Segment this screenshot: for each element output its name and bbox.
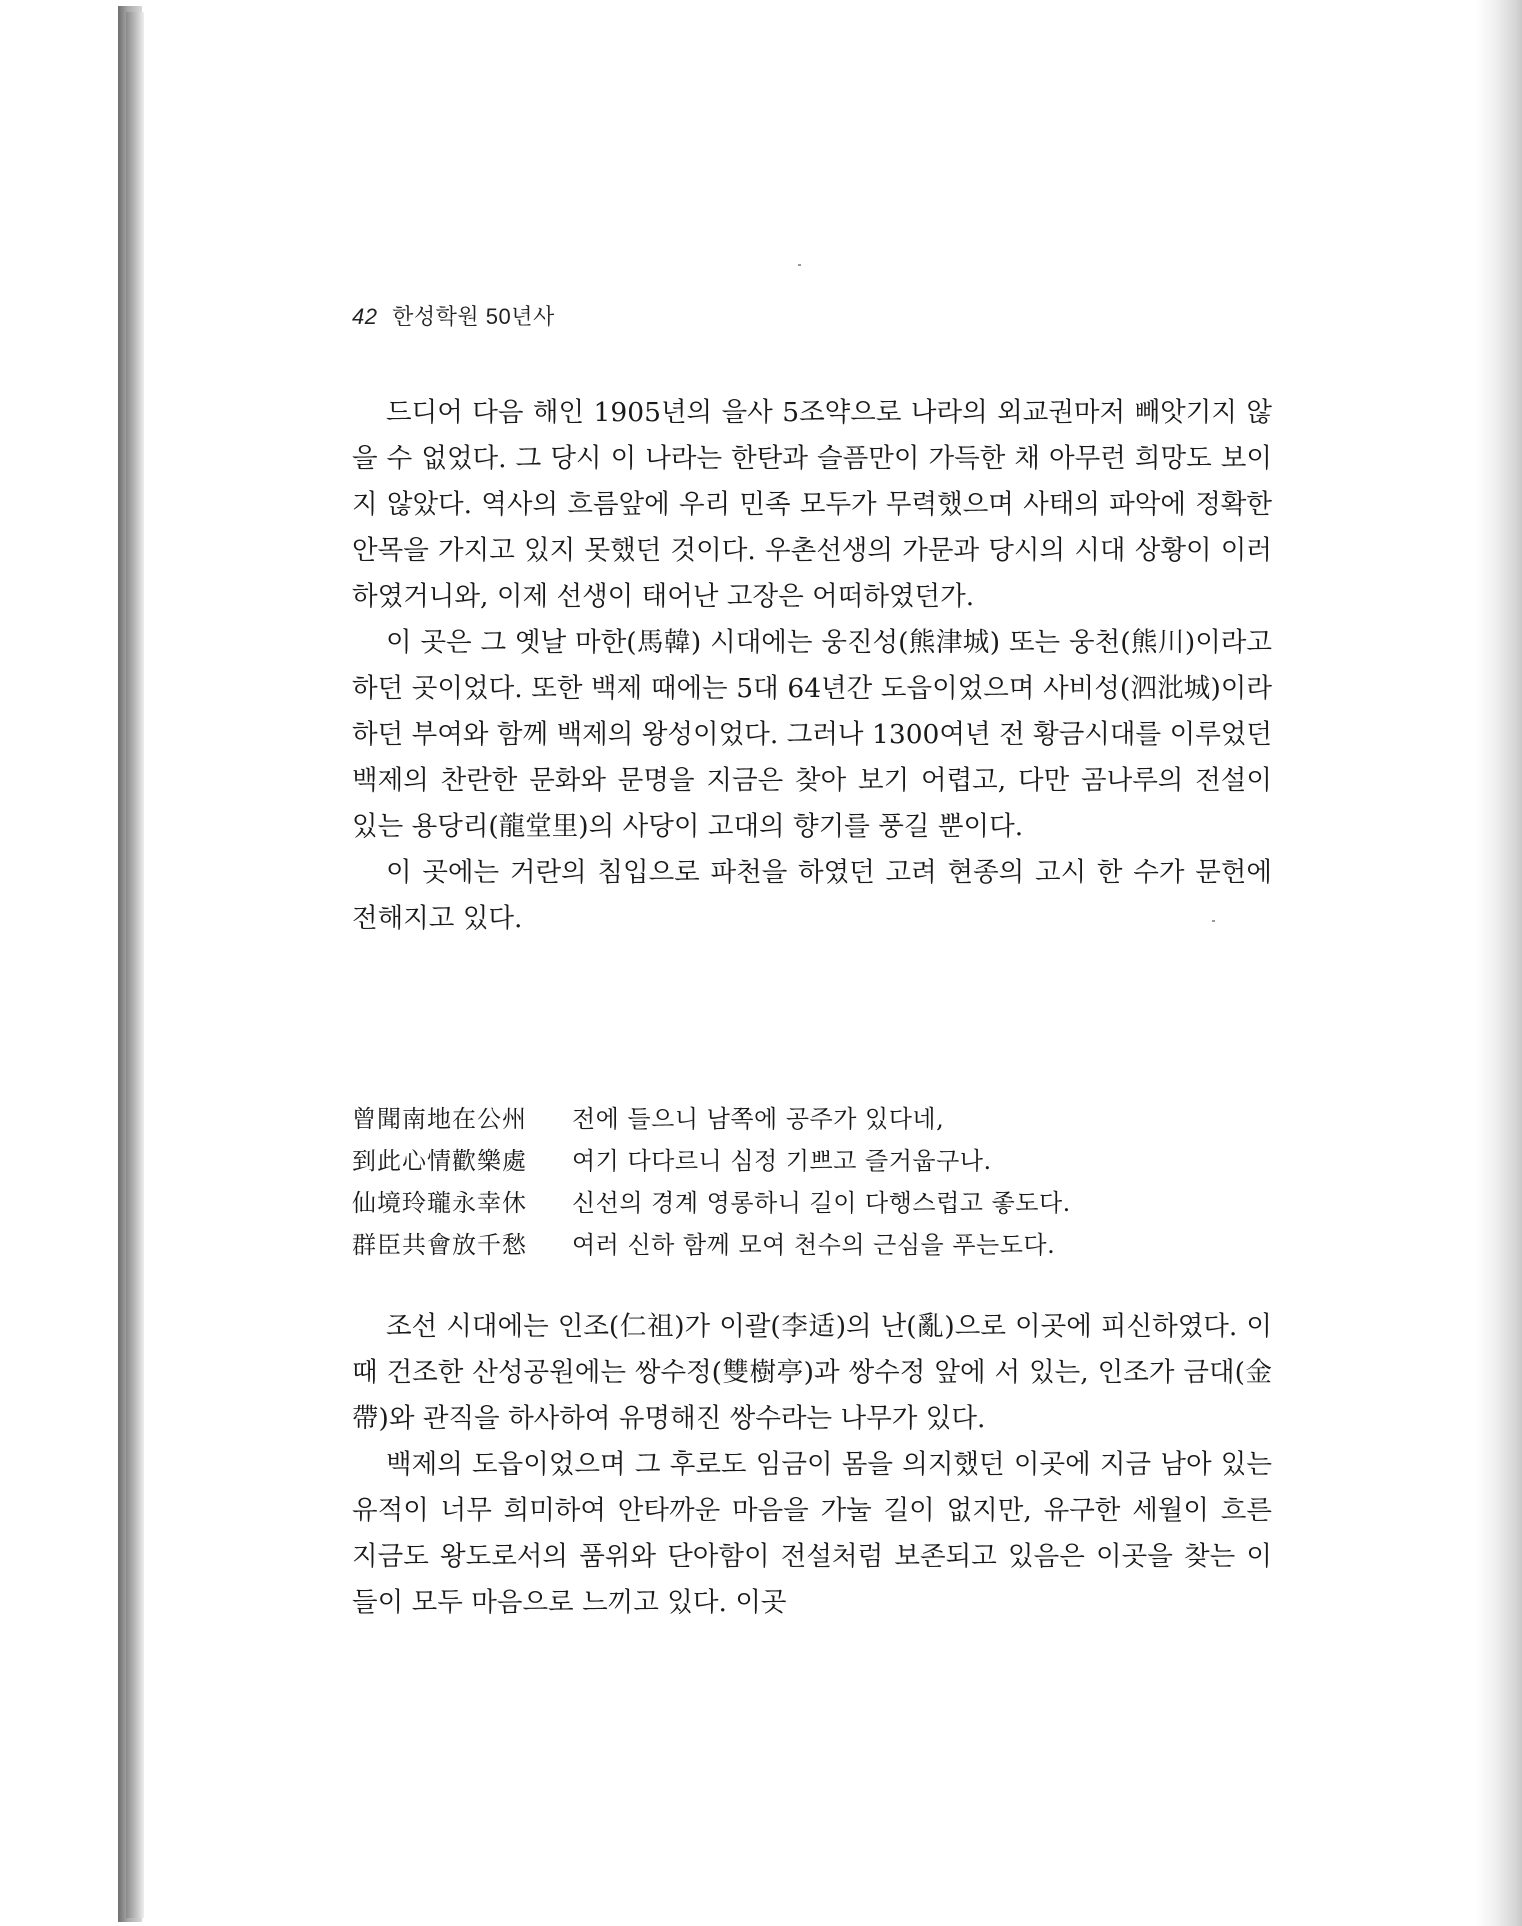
- poem-hanja: 到此心情歡樂處: [352, 1147, 527, 1175]
- poem-line-3: [352, 1182, 1272, 1224]
- poem-line-1: [352, 1098, 1272, 1140]
- poem-korean: 신선의 경계 영롱하니 길이 다행스럽고 좋도다.: [572, 1189, 1071, 1217]
- poem-korean: 여러 신하 함께 모여 천수의 근심을 푸는도다.: [572, 1231, 1056, 1259]
- poem-hanja: 群臣共會放千愁: [352, 1231, 527, 1259]
- page-number: 42: [352, 304, 378, 329]
- poem-hanja: 曾聞南地在公州: [352, 1105, 527, 1133]
- paragraph-5: 백제의 도읍이었으며 그 후로도 임금이 몸을 의지했던 이곳에 지금 남아 있는 유적이 너무 희미하여 안타까운 마음을 가눌 길이 없지만, 유구한 세월이 흐른 지금도 왕도로서의 품위와 단아함이 전설처럼 보존되고 있음은 이곳을 찾는 이들이 모두 마음으로 느끼고 있다. 이곳: [352, 1449, 1272, 1618]
- body-text-top: [352, 390, 1272, 942]
- page-sheet: [144, 0, 1476, 1926]
- body-text-bottom: [352, 1304, 1272, 1626]
- page-stack-edge-inner: [126, 12, 144, 1918]
- poem-korean: 여기 다다르니 심정 기쁘고 즐거웁구나.: [572, 1147, 992, 1175]
- page-right-shadow: [1476, 0, 1522, 1926]
- paragraph-2: 이 곳은 그 옛날 마한(馬韓) 시대에는 웅진성(熊津城) 또는 웅천(熊川)이라고 하던 곳이었다. 또한 백제 때에는 5대 64년간 도읍이었으며 사비성(泗沘城)이라 하던 부여와 함께 백제의 왕성이었다. 그러나 1300여년 전 황금시대를 이루었던 백제의 찬란한 문화와 문명을 지금은 찾아 보기 어렵고, 다만 곰나루의 전설이 있는 용당리(龍堂里)의 사당이 고대의 향기를 풍길 뿐이다.: [352, 627, 1272, 842]
- poem-line-4: [352, 1224, 1272, 1266]
- poem-block: [352, 1098, 1272, 1266]
- running-header: [352, 300, 555, 331]
- paragraph-4: 조선 시대에는 인조(仁祖)가 이괄(李适)의 난(亂)으로 이곳에 피신하였다. 이때 건조한 산성공원에는 쌍수정(雙樹亭)과 쌍수정 앞에 서 있는, 인조가 금대(金帶)와 관직을 하사하여 유명해진 쌍수라는 나무가 있다.: [352, 1311, 1272, 1434]
- poem-hanja: 仙境玲瓏永幸休: [352, 1189, 527, 1217]
- scan-speck: [798, 264, 801, 266]
- poem-line-2: [352, 1140, 1272, 1182]
- paragraph-1: 드디어 다음 해인 1905년의 을사 5조약으로 나라의 외교권마저 빼앗기지 않을 수 없었다. 그 당시 이 나라는 한탄과 슬픔만이 가득한 채 아무런 희망도 보이지 않았다. 역사의 흐름앞에 우리 민족 모두가 무력했으며 사태의 파악에 정확한 안목을 가지고 있지 못했던 것이다. 우촌선생의 가문과 당시의 시대 상황이 이러하였거니와, 이제 선생이 태어난 고장은 어떠하였던가.: [352, 397, 1272, 612]
- paragraph-3: 이 곳에는 거란의 침입으로 파천을 하였던 고려 현종의 고시 한 수가 문헌에 전해지고 있다.: [352, 857, 1272, 934]
- book-title: 한성학원 50년사: [392, 304, 555, 329]
- poem-korean: 전에 들으니 남쪽에 공주가 있다네,: [572, 1105, 945, 1133]
